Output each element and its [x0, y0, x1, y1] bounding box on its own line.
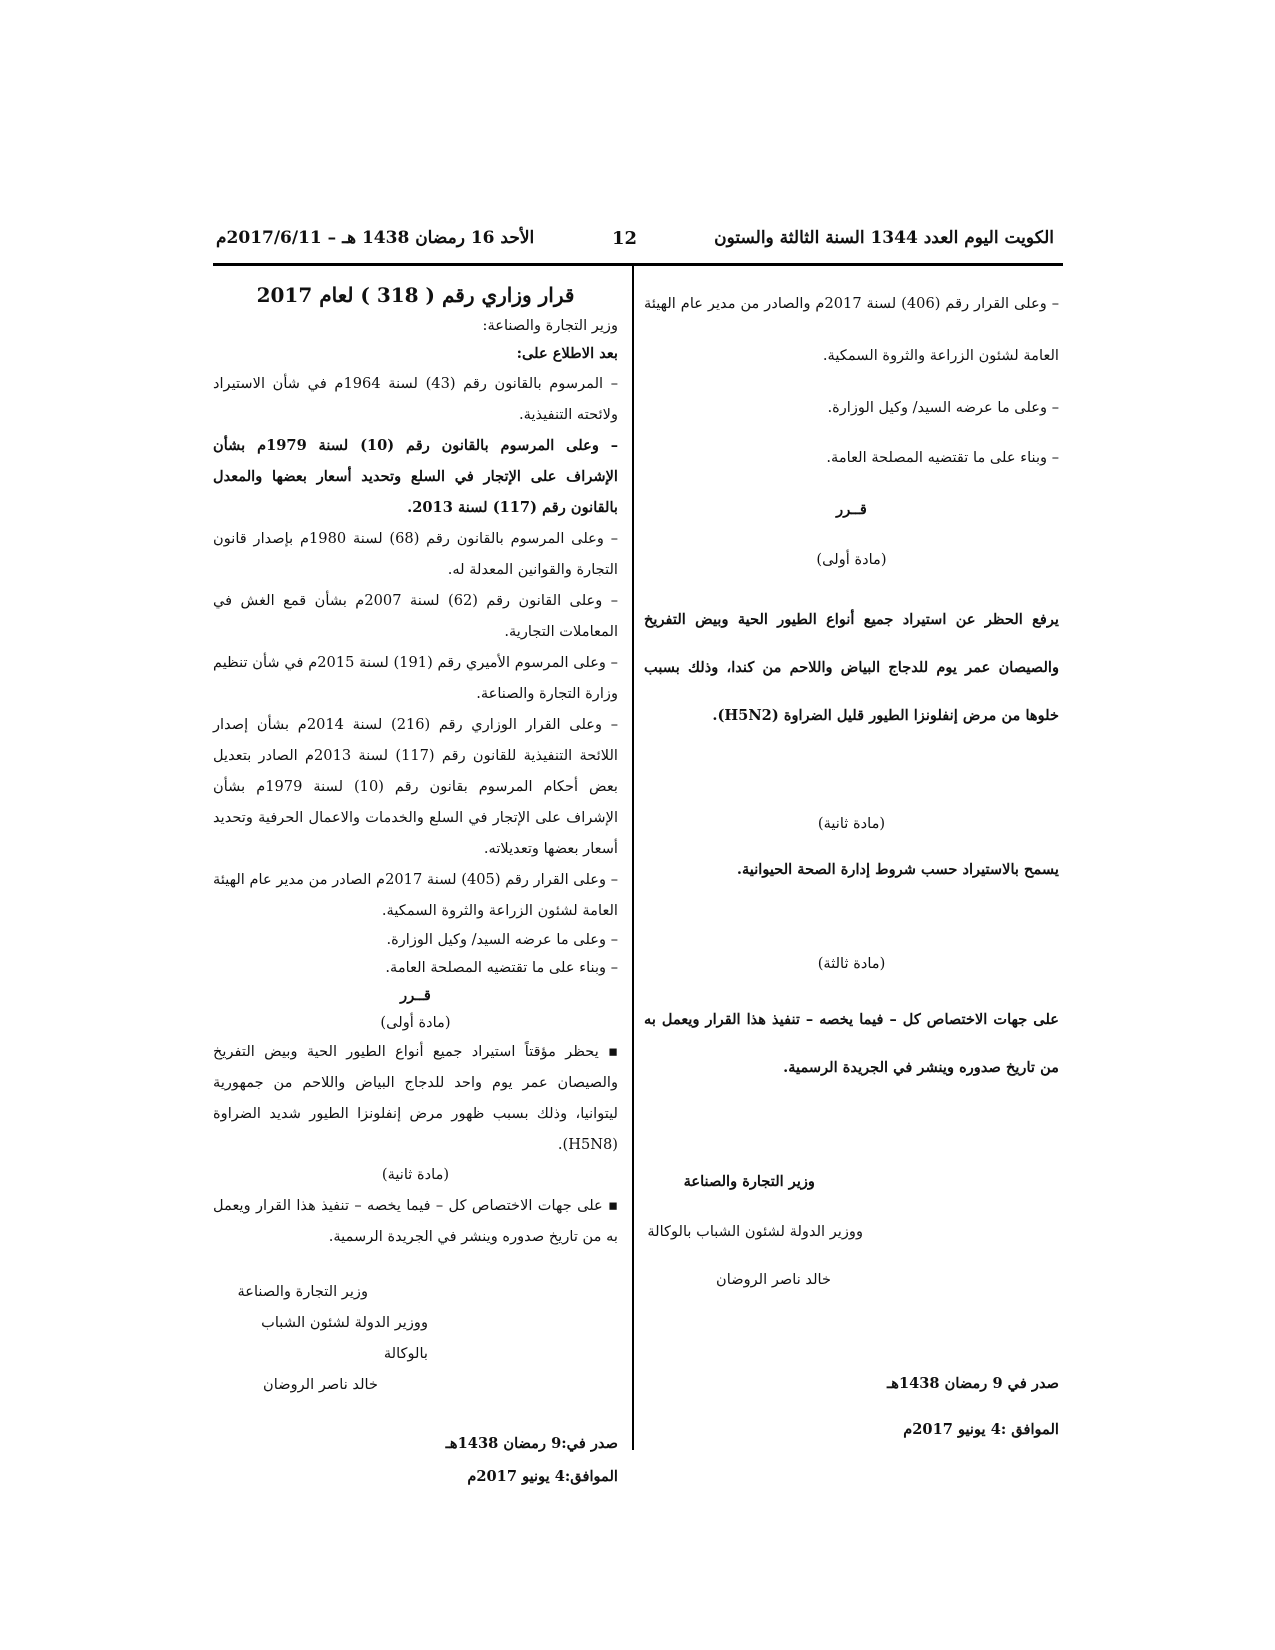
header-date: الأحد 16 رمضان 1438 هـ – 2017/6/11م: [216, 228, 535, 248]
column-divider: [632, 266, 634, 1450]
left-recital-4: – وعلى القانون رقم (62) لسنة 2007م بشأن قمع الغش في المعاملات التجارية.: [213, 592, 618, 640]
right-signature-minister: وزير التجارة والصناعة: [683, 1173, 815, 1190]
gazette-issue-header: الكويت اليوم العدد 1344 السنة الثالثة والستون: [714, 228, 1054, 248]
left-recital-3: – وعلى المرسوم بالقانون رقم (68) لسنة 1980م بإصدار قانون التجارة والقوانين المعدلة له.: [213, 530, 618, 578]
right-decided: قــرر: [836, 501, 867, 518]
header-rule: [213, 263, 1063, 266]
right-article2-heading: (مادة ثانية): [817, 815, 886, 832]
left-signature-state-minister: ووزير الدولة لشئون الشباب بالوكالة: [261, 1314, 428, 1362]
right-article1-heading: (مادة أولى): [816, 551, 887, 568]
left-recital-1: – المرسوم بالقانون رقم (43) لسنة 1964م في شأن الاستيراد ولائحته التنفيذية.: [213, 375, 618, 423]
left-corresponding-date: الموافق:4 يونيو 2017م: [467, 1468, 618, 1485]
left-article2-heading: (مادة ثانية): [381, 1166, 450, 1183]
left-decided: قــرر: [400, 987, 431, 1004]
minister-line: وزير التجارة والصناعة:: [482, 317, 618, 334]
right-recital-2: – وعلى ما عرضه السيد/ وكيل الوزارة.: [827, 399, 1059, 416]
right-corresponding-date: الموافق :4 يونيو 2017م: [903, 1421, 1059, 1438]
left-signature-name: خالد ناصر الروضان: [263, 1376, 378, 1393]
right-article1-text: يرفع الحظر عن استيراد جميع أنواع الطيور الحية وبيض التفريخ والصيصان عمر يوم للدجاج البياض واللاحم من كندا، وذلك بسبب خلوها من مرض إنفلونزا الطيور قليل الضراوة (H5N2).: [644, 611, 1059, 724]
left-recital-7: – وعلى القرار رقم (405) لسنة 2017م الصادر من مدير عام الهيئة العامة لشئون الزراعة والثروة السمكية.: [213, 871, 619, 919]
right-article2-text: يسمح بالاستيراد حسب شروط إدارة الصحة الحيوانية.: [736, 861, 1059, 878]
page-number: 12: [612, 228, 638, 249]
left-recital-9: – وبناء على ما تقتضيه المصلحة العامة.: [385, 959, 618, 976]
right-recital-1: – وعلى القرار رقم (406) لسنة 2017م والصادر من مدير عام الهيئة العامة لشئون الزراعة والثروة السمكية.: [644, 295, 1060, 364]
right-article3-heading: (مادة ثالثة): [817, 955, 886, 972]
left-article2-text: ▪ على جهات الاختصاص كل – فيما يخصه – تنفيذ هذا القرار ويعمل به من تاريخ صدوره وينشر في الجريدة الرسمية.: [213, 1197, 618, 1245]
left-recital-6: – وعلى القرار الوزاري رقم (216) لسنة 2014م بشأن إصدار اللائحة التنفيذية للقانون رقم (117) لسنة 2013م الصادر بتعديل بعض أحكام المرسوم بقانون رقم (10) لسنة 1979م بشأن الإشراف على الإتجار في السلع والخدمات والاعمال الحرفية وتحديد أسعار بعضها وتعديلاته.: [213, 716, 618, 857]
right-signature-state-minister: ووزير الدولة لشئون الشباب بالوكالة: [647, 1223, 863, 1240]
left-article1-text: ▪ يحظر مؤقتاً استيراد جميع أنواع الطيور الحية وبيض التفريخ والصيصان عمر يوم واحد للدجاج البياض واللاحم من جمهورية ليتوانيا، وذلك بسبب ظهور مرض إنفلونزا الطيور شديد الضراوة (H5N8).: [213, 1043, 618, 1153]
left-recital-8: – وعلى ما عرضه السيد/ وكيل الوزارة.: [386, 931, 618, 948]
right-signature-name: خالد ناصر الروضان: [716, 1271, 831, 1288]
left-signature-minister: وزير التجارة والصناعة: [237, 1283, 368, 1300]
left-article1-heading: (مادة أولى): [380, 1014, 451, 1031]
left-recital-2: – وعلى المرسوم بالقانون رقم (10) لسنة 1979م بشأن الإشراف على الإتجار في السلع وتحديد أسعار بعضها والمعدل بالقانون رقم (117) لسنة 2013.: [213, 437, 618, 516]
left-recital-5: – وعلى المرسوم الأميري رقم (191) لسنة 2015م في شأن تنظيم وزارة التجارة والصناعة.: [213, 654, 618, 702]
after-review: بعد الاطلاع على:: [516, 345, 618, 362]
left-column: [213, 278, 618, 1492]
left-issued-date: صدر في:9 رمضان 1438هـ: [445, 1435, 618, 1452]
right-article3-text: على جهات الاختصاص كل – فيما يخصه – تنفيذ هذا القرار ويعمل به من تاريخ صدوره وينشر في الجريدة الرسمية.: [644, 1011, 1059, 1076]
right-column: [644, 278, 1059, 1444]
right-issued-date: صدر في 9 رمضان 1438هـ: [886, 1375, 1059, 1392]
right-recital-3: – وبناء على ما تقتضيه المصلحة العامة.: [826, 449, 1059, 466]
decision-title: قرار وزاري رقم ( 318 ) لعام 2017: [256, 283, 575, 307]
